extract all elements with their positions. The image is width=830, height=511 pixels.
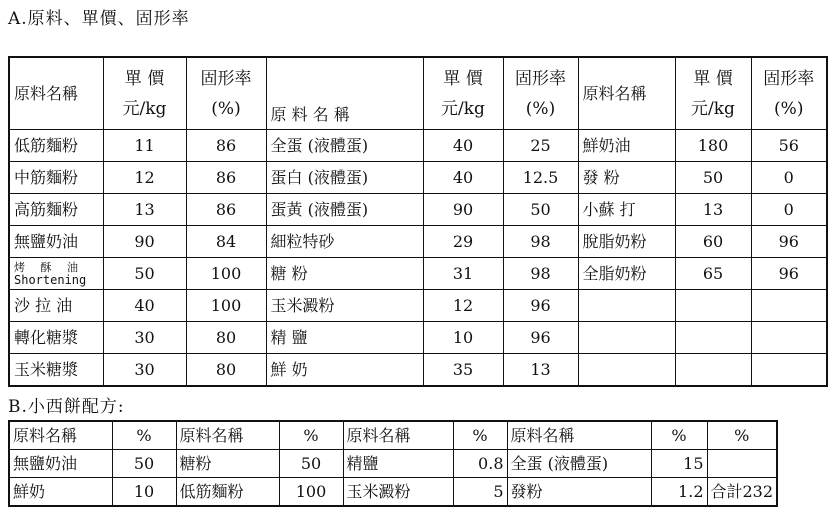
ingredient-name-cell: 鮮奶 <box>9 478 112 507</box>
price-cell: 31 <box>423 258 503 290</box>
solid-ratio-cell: 86 <box>186 162 266 194</box>
table-row <box>9 162 827 194</box>
solid-ratio-cell: 84 <box>186 226 266 258</box>
solid-ratio-cell <box>751 290 827 322</box>
price-cell: 13 <box>103 194 186 226</box>
solid-ratio-cell: 56 <box>751 130 827 162</box>
ingredient-name-cell <box>578 322 675 354</box>
ingredient-name-cell <box>578 354 675 387</box>
price-cell: 35 <box>423 354 503 387</box>
ingredient-name-cell: 精鹽 <box>343 450 453 478</box>
percent-cell: 15 <box>651 450 707 478</box>
solid-ratio-cell: 25 <box>503 130 578 162</box>
price-cell: 65 <box>675 258 751 290</box>
header-percent: % <box>453 421 507 450</box>
solid-ratio-cell: 0 <box>751 194 827 226</box>
price-cell: 29 <box>423 226 503 258</box>
header-percent: % <box>651 421 707 450</box>
solid-ratio-cell: 80 <box>186 354 266 387</box>
table-header-row <box>9 57 827 130</box>
solid-ratio-cell: 96 <box>503 322 578 354</box>
ingredient-name-cell: 烤 酥 油 Shortening <box>9 258 103 290</box>
price-cell: 180 <box>675 130 751 162</box>
total-cell <box>707 450 777 478</box>
solid-ratio-cell: 100 <box>186 258 266 290</box>
header-name: 原料名稱 <box>507 421 651 450</box>
solid-ratio-cell: 100 <box>186 290 266 322</box>
solid-ratio-cell: 13 <box>503 354 578 387</box>
percent-cell: 50 <box>279 450 343 478</box>
ingredient-name-cell: 玉米澱粉 <box>343 478 453 507</box>
header-percent: % <box>112 421 176 450</box>
ingredient-name-cell: 玉米糖漿 <box>9 354 103 387</box>
header-solid: 固形率 (%) <box>186 57 266 130</box>
header-price: 單 價 元/kg <box>423 57 503 130</box>
percent-cell: 0.8 <box>453 450 507 478</box>
ingredient-name-cell: 糖粉 <box>176 450 279 478</box>
price-cell <box>675 290 751 322</box>
price-cell: 12 <box>423 290 503 322</box>
price-cell: 10 <box>423 322 503 354</box>
header-price: 單 價 元/kg <box>675 57 751 130</box>
solid-ratio-cell: 96 <box>503 290 578 322</box>
solid-ratio-cell: 86 <box>186 130 266 162</box>
section-b-title: B.小西餅配方: <box>8 397 125 417</box>
header-solid: 固形率 (%) <box>503 57 578 130</box>
ingredient-name-cell: 轉化糖漿 <box>9 322 103 354</box>
header-name: 原 料 名 稱 <box>266 57 423 130</box>
ingredient-name-cell: 全蛋 (液體蛋) <box>266 130 423 162</box>
percent-cell: 50 <box>112 450 176 478</box>
ingredient-name-cell: 鮮 奶 <box>266 354 423 387</box>
ingredient-name-cell: 全蛋 (液體蛋) <box>507 450 651 478</box>
ingredient-name-cell: 無鹽奶油 <box>9 450 112 478</box>
price-cell: 50 <box>675 162 751 194</box>
ingredient-name-cell: 低筋麵粉 <box>9 130 103 162</box>
header-name: 原料名稱 <box>578 57 675 130</box>
table-row <box>9 194 827 226</box>
table-row <box>9 258 827 290</box>
ingredient-name-cell: 蛋黃 (液體蛋) <box>266 194 423 226</box>
ingredient-name-cell: 發粉 <box>507 478 651 507</box>
table-row <box>9 290 827 322</box>
percent-cell: 1.2 <box>651 478 707 507</box>
solid-ratio-cell: 86 <box>186 194 266 226</box>
price-cell: 12 <box>103 162 186 194</box>
table-row <box>9 130 827 162</box>
table-row <box>9 322 827 354</box>
table-row <box>9 450 777 478</box>
ingredient-name-cell: 鮮奶油 <box>578 130 675 162</box>
ingredient-name-cell: 無鹽奶油 <box>9 226 103 258</box>
section-a-title: A.原料、單價、固形率 <box>8 9 190 29</box>
header-name: 原料名稱 <box>343 421 453 450</box>
solid-ratio-cell: 50 <box>503 194 578 226</box>
ingredient-name-cell: 精 鹽 <box>266 322 423 354</box>
solid-ratio-cell <box>751 354 827 387</box>
price-cell <box>675 354 751 387</box>
header-price: 單 價 元/kg <box>103 57 186 130</box>
header-name: 原料名稱 <box>176 421 279 450</box>
price-cell: 11 <box>103 130 186 162</box>
price-cell: 40 <box>423 130 503 162</box>
solid-ratio-cell <box>751 322 827 354</box>
total-cell: 合計232 <box>707 478 777 507</box>
header-name: 原料名稱 <box>9 57 103 130</box>
table-row <box>9 478 777 507</box>
ingredient-name-cell <box>578 290 675 322</box>
header-percent: % <box>707 421 777 450</box>
header-name: 原料名稱 <box>9 421 112 450</box>
ingredient-name-cell: 脫脂奶粉 <box>578 226 675 258</box>
solid-ratio-cell: 0 <box>751 162 827 194</box>
header-percent: % <box>279 421 343 450</box>
price-cell: 30 <box>103 354 186 387</box>
price-cell <box>675 322 751 354</box>
table-row <box>9 226 827 258</box>
percent-cell: 100 <box>279 478 343 507</box>
cookie-recipe-table <box>8 420 778 507</box>
solid-ratio-cell: 98 <box>503 226 578 258</box>
solid-ratio-cell: 80 <box>186 322 266 354</box>
header-solid: 固形率 (%) <box>751 57 827 130</box>
ingredient-name-cell: 玉米澱粉 <box>266 290 423 322</box>
solid-ratio-cell: 98 <box>503 258 578 290</box>
percent-cell: 10 <box>112 478 176 507</box>
price-cell: 50 <box>103 258 186 290</box>
price-cell: 90 <box>103 226 186 258</box>
price-cell: 40 <box>103 290 186 322</box>
ingredient-name-cell: 全脂奶粉 <box>578 258 675 290</box>
price-cell: 30 <box>103 322 186 354</box>
price-cell: 13 <box>675 194 751 226</box>
ingredient-name-cell: 發 粉 <box>578 162 675 194</box>
solid-ratio-cell: 96 <box>751 226 827 258</box>
ingredient-name-cell: 糖 粉 <box>266 258 423 290</box>
table-header-row <box>9 421 777 450</box>
price-cell: 60 <box>675 226 751 258</box>
table-row <box>9 354 827 387</box>
ingredient-price-table <box>8 56 828 387</box>
ingredient-name-cell: 細粒特砂 <box>266 226 423 258</box>
ingredient-name-cell: 小蘇 打 <box>578 194 675 226</box>
ingredient-name-cell: 沙 拉 油 <box>9 290 103 322</box>
ingredient-name-cell: 中筋麵粉 <box>9 162 103 194</box>
price-cell: 40 <box>423 162 503 194</box>
ingredient-name-cell: 高筋麵粉 <box>9 194 103 226</box>
solid-ratio-cell: 96 <box>751 258 827 290</box>
price-cell: 90 <box>423 194 503 226</box>
ingredient-name-cell: 蛋白 (液體蛋) <box>266 162 423 194</box>
solid-ratio-cell: 12.5 <box>503 162 578 194</box>
percent-cell: 5 <box>453 478 507 507</box>
ingredient-name-cell: 低筋麵粉 <box>176 478 279 507</box>
